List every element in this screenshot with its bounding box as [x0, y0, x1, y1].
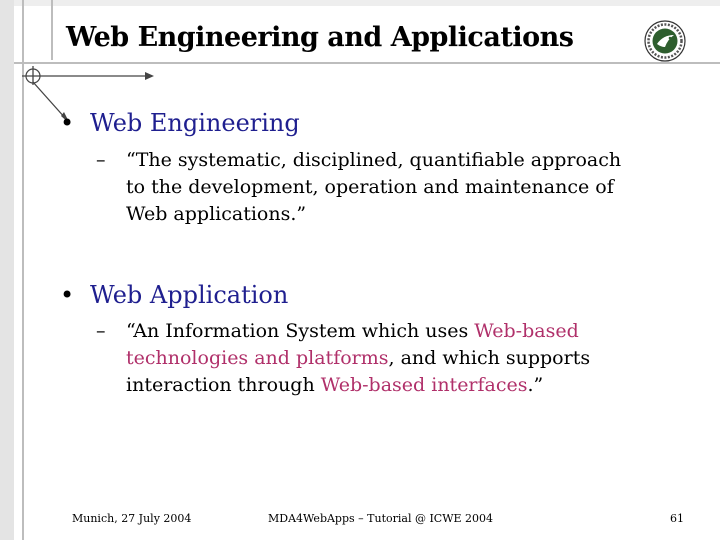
definition-line — [96, 345, 590, 372]
definition-text: “An Information System which uses — [126, 320, 475, 342]
bullet-dot-icon: • — [60, 109, 75, 137]
definition-web-application — [96, 318, 590, 399]
definition-line — [96, 147, 621, 174]
bullet-label: Web Engineering — [90, 109, 300, 137]
definition-line-text: “The systematic, disciplined, quantifiable approach — [126, 149, 622, 171]
highlighted-term: technologies and platforms — [126, 347, 389, 369]
definition-text: .” — [527, 374, 544, 396]
footer-event: MDA4WebApps – Tutorial @ ICWE 2004 — [268, 512, 494, 525]
definition-line: Web applications.” — [126, 203, 307, 225]
definition-line — [96, 318, 590, 345]
bullet-web-engineering — [60, 108, 300, 138]
definition-line — [96, 372, 590, 399]
slide-title: Web Engineering and Applications — [66, 22, 574, 53]
bullet-label: Web Application — [90, 281, 289, 309]
bullet-web-application — [60, 280, 288, 310]
dash-icon: – — [96, 320, 106, 342]
definition-text: , and which supports — [388, 347, 591, 369]
university-seal-icon — [644, 20, 686, 62]
footer-date: Munich, 27 July 2004 — [72, 512, 192, 525]
definition-text: interaction through — [126, 374, 321, 396]
definition-web-engineering — [96, 147, 621, 228]
bullet-dot-icon: • — [60, 281, 75, 309]
definition-line: to the development, operation and maintenance of — [126, 176, 614, 198]
highlighted-term: Web-based — [474, 320, 579, 342]
dash-icon: – — [96, 149, 106, 171]
highlighted-term: Web-based interfaces — [320, 374, 528, 396]
page-number: 61 — [670, 512, 684, 525]
